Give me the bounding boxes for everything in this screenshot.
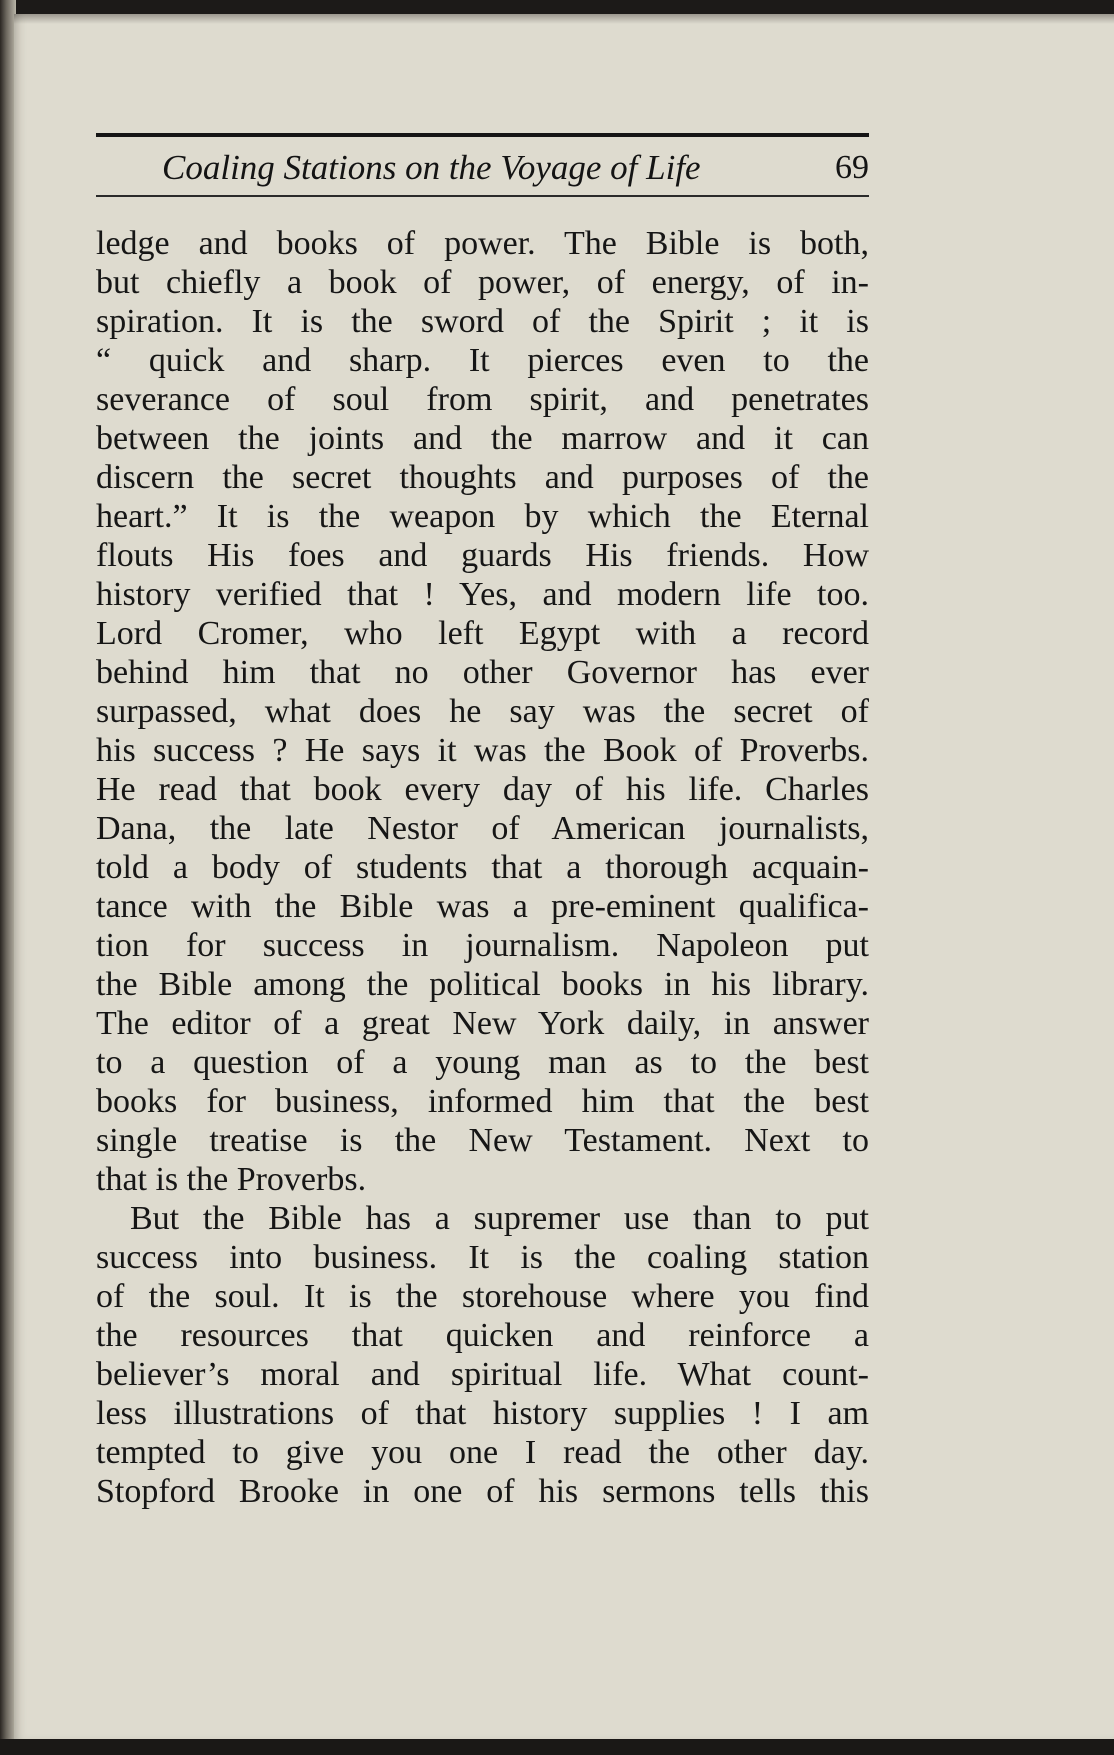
page-number: 69 — [835, 149, 869, 186]
text-line: He read that book every day of his life. Charles — [96, 771, 869, 808]
text-line: his success ? He says it was the Book of Proverbs. — [96, 732, 869, 769]
text-line: tion for success in journalism. Napoleon put — [96, 927, 869, 964]
text-line: The editor of a great New York daily, in answer — [96, 1005, 869, 1042]
text-line: behind him that no other Governor has ever — [96, 654, 869, 691]
text-line: books for business, informed him that the best — [96, 1083, 869, 1120]
text-line: “ quick and sharp. It pierces even to the — [96, 342, 869, 379]
text-line: but chiefly a book of power, of energy, of in- — [96, 264, 869, 301]
text-line: the resources that quicken and reinforce a — [96, 1317, 869, 1354]
text-line: less illustrations of that history supplies ! I am — [96, 1395, 869, 1432]
text-line: between the joints and the marrow and it can — [96, 420, 869, 457]
text-line: tance with the Bible was a pre-eminent qualifica- — [96, 888, 869, 925]
header-top-rule — [96, 133, 869, 137]
text-line-paragraph-start: But the Bible has a supremer use than to put — [130, 1200, 869, 1237]
text-line: single treatise is the New Testament. Next to — [96, 1122, 869, 1159]
text-line: to a question of a young man as to the best — [96, 1044, 869, 1081]
running-head — [96, 145, 869, 195]
text-line: tempted to give you one I read the other day. — [96, 1434, 869, 1471]
text-line: severance of soul from spirit, and penetrates — [96, 381, 869, 418]
text-line: history verified that ! Yes, and modern life too. — [96, 576, 869, 613]
text-line: heart.” It is the weapon by which the Eternal — [96, 498, 869, 535]
text-line: flouts His foes and guards His friends. How — [96, 537, 869, 574]
text-line: of the soul. It is the storehouse where you find — [96, 1278, 869, 1315]
text-line: success into business. It is the coaling station — [96, 1239, 869, 1276]
text-line: discern the secret thoughts and purposes of the — [96, 459, 869, 496]
text-line: told a body of students that a thorough acquain- — [96, 849, 869, 886]
header-bottom-rule — [96, 195, 869, 197]
text-line: the Bible among the political books in his library. — [96, 966, 869, 1003]
page-top-shadow — [14, 14, 1114, 24]
page-bottom-edge — [0, 1739, 1114, 1755]
text-line: believer’s moral and spiritual life. What count- — [96, 1356, 869, 1393]
text-line: spiration. It is the sword of the Spirit ; it is — [96, 303, 869, 340]
text-line: Stopford Brooke in one of his sermons tells this — [96, 1473, 869, 1510]
text-line: Dana, the late Nestor of American journalists, — [96, 810, 869, 847]
running-title: Coaling Stations on the Voyage of Life — [162, 148, 701, 187]
text-line-paragraph-end: that is the Proverbs. — [96, 1161, 367, 1198]
text-line: surpassed, what does he say was the secret of — [96, 693, 869, 730]
text-line: ledge and books of power. The Bible is both, — [96, 225, 869, 262]
text-line: Lord Cromer, who left Egypt with a record — [96, 615, 869, 652]
body-text — [96, 224, 869, 1511]
